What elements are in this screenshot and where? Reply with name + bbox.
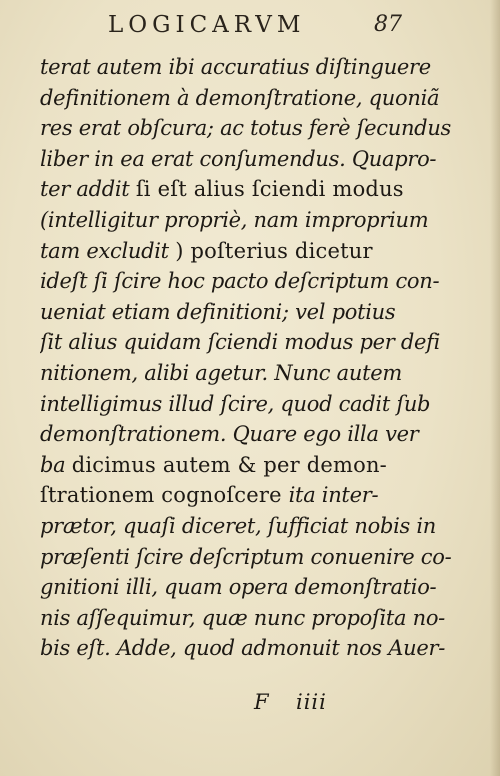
text-segment: bis eſt. Adde, quod admonuit nos Auer- xyxy=(40,636,446,661)
text-block xyxy=(40,52,460,664)
signature-mark xyxy=(0,690,500,720)
text-segment: gnitioni illi, quam opera demonſtratio- xyxy=(40,575,437,600)
text-segment: intelligimus illud ſcire, quod cadit ſub xyxy=(40,391,431,416)
running-head xyxy=(0,12,500,48)
text-segment: definitionem à demonſtratione, quoniã xyxy=(40,85,440,110)
text-segment: (intelligitur propriè, nam improprium xyxy=(40,207,429,232)
text-line xyxy=(40,205,460,236)
text-segment: nis aſſequimur, quæ nunc propoſita no- xyxy=(40,605,445,630)
running-title: LOGICARVM xyxy=(108,12,306,38)
text-segment: ba xyxy=(40,452,72,477)
text-line xyxy=(40,358,460,389)
text-segment: ſi eſt alius ſciendi modus xyxy=(135,177,404,202)
text-line xyxy=(40,603,460,634)
signature-letter: F xyxy=(254,690,272,714)
text-segment: præſenti ſcire deſcriptum conuenire co- xyxy=(40,544,452,569)
text-line xyxy=(40,511,460,542)
text-line xyxy=(40,389,460,420)
text-segment: dicimus autem & per demon- xyxy=(71,452,387,477)
text-line xyxy=(40,450,460,481)
text-segment: nitionem, alibi agetur. Nunc autem xyxy=(40,360,402,385)
text-segment: prætor, quaſi diceret, ſufficiat nobis in xyxy=(40,513,437,538)
text-line xyxy=(40,266,460,297)
text-segment: res erat obſcura; ac totus ferè ſecundus xyxy=(40,116,452,141)
text-segment: ita inter- xyxy=(288,483,379,508)
text-segment: ueniat etiam definitioni; vel potius xyxy=(40,299,396,324)
text-line xyxy=(40,236,460,267)
text-segment: terat autem ibi accuratius diſtinguere xyxy=(40,55,431,79)
text-segment: ter addit xyxy=(40,177,136,202)
text-line xyxy=(40,52,460,83)
text-line xyxy=(40,174,460,205)
text-line xyxy=(40,633,460,664)
page-number: 87 xyxy=(374,12,402,37)
text-segment: ideſt ſi ſcire hoc pacto deſcriptum con- xyxy=(40,269,440,294)
signature-number: iiii xyxy=(296,690,327,714)
text-line xyxy=(40,83,460,114)
text-segment: liber in ea erat conſumendus. Quapro- xyxy=(40,146,437,171)
text-segment: ſit alius quidam ſciendi modus per defi xyxy=(40,330,441,355)
text-segment: ) poſterius dicetur xyxy=(175,238,373,263)
text-line xyxy=(40,327,460,358)
text-line xyxy=(40,480,460,511)
text-segment: tam excludit xyxy=(40,238,176,263)
text-line xyxy=(40,297,460,328)
text-line xyxy=(40,572,460,603)
text-line xyxy=(40,542,460,573)
text-segment: demonſtrationem. Quare ego illa ver xyxy=(40,422,419,447)
text-line xyxy=(40,144,460,175)
text-line xyxy=(40,113,460,144)
page-edge-shadow xyxy=(490,0,500,776)
text-segment: ſtrationem cognoſcere xyxy=(40,483,289,508)
text-line xyxy=(40,419,460,450)
